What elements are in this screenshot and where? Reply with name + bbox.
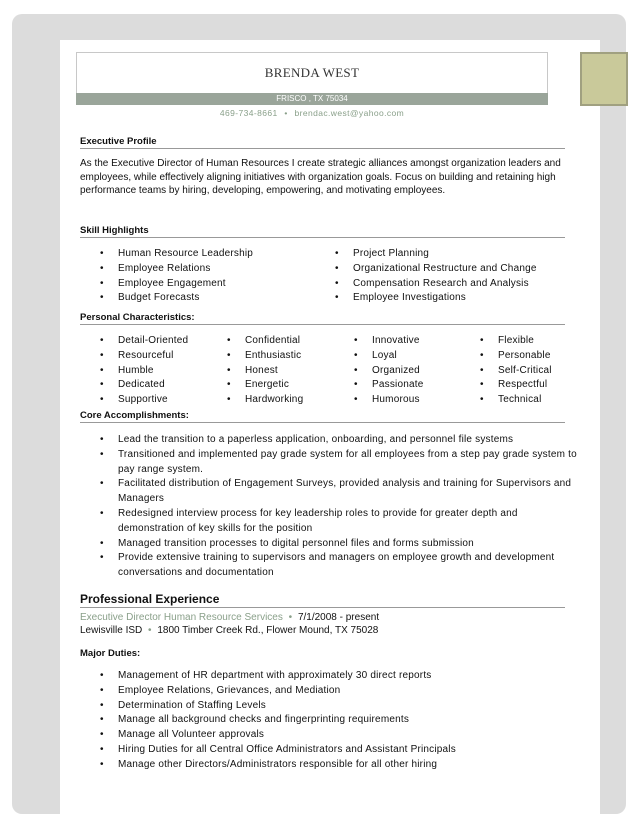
phone-text: 469-734-8661 bbox=[219, 108, 278, 118]
list-item: • Employee Relations, Grievances, and Mediation bbox=[80, 684, 580, 699]
list-item: • Determination of Staffing Levels bbox=[80, 699, 580, 714]
skills-left-list bbox=[80, 247, 330, 306]
list-item: • Manage other Directors/Administrators responsible for all other hiring bbox=[80, 758, 580, 773]
list-item: • Dedicated bbox=[80, 378, 215, 393]
location-bar bbox=[76, 93, 548, 105]
list-item: • Loyal bbox=[334, 349, 464, 364]
location-text: FRISCO , TX 75034 bbox=[276, 94, 348, 103]
list-item: • Detail-Oriented bbox=[80, 334, 215, 349]
job-location-line bbox=[80, 625, 565, 636]
employer-name: Lewisville ISD bbox=[80, 625, 143, 636]
skill-highlights-heading: Skill Highlights bbox=[80, 225, 565, 238]
professional-experience-heading: Professional Experience bbox=[80, 592, 565, 608]
duties-list bbox=[80, 669, 580, 773]
list-item: • Confidential bbox=[207, 334, 337, 349]
list-item: • Enthusiastic bbox=[207, 349, 337, 364]
job-role: Executive Director Human Resource Services bbox=[80, 612, 283, 623]
contact-separator: • bbox=[284, 108, 288, 118]
list-item: • Organized bbox=[334, 364, 464, 379]
characteristics-col2 bbox=[207, 334, 337, 408]
job-title-line bbox=[80, 612, 565, 623]
list-item: • Employee Relations bbox=[80, 262, 330, 277]
characteristics-col3 bbox=[334, 334, 464, 408]
list-item: • Self-Critical bbox=[460, 364, 580, 379]
list-item: • Transitioned and implemented pay grade system for all employees from a step pay grade system to pay range system. bbox=[80, 448, 580, 478]
characteristics-col1 bbox=[80, 334, 215, 408]
accent-square bbox=[580, 52, 628, 106]
list-item: • Provide extensive training to supervisors and managers on employee growth and development conversations and documentation bbox=[80, 551, 580, 581]
list-item: • Budget Forecasts bbox=[80, 291, 330, 306]
list-item: • Project Planning bbox=[315, 247, 575, 262]
list-item: • Facilitated distribution of Engagement Surveys, provided analysis and training for Supervisors and Managers bbox=[80, 477, 580, 507]
list-item: • Technical bbox=[460, 393, 580, 408]
list-item: • Supportive bbox=[80, 393, 215, 408]
skills-right-list bbox=[315, 247, 575, 306]
list-item: • Passionate bbox=[334, 378, 464, 393]
list-item: • Redesigned interview process for key leadership roles to provide for greater depth and demonstration of key skills for the position bbox=[80, 507, 580, 537]
list-item: • Managed transition processes to digital personnel files and forms submission bbox=[80, 537, 580, 552]
list-item: • Respectful bbox=[460, 378, 580, 393]
list-item: • Management of HR department with approximately 30 direct reports bbox=[80, 669, 580, 684]
list-item: • Manage all background checks and fingerprinting requirements bbox=[80, 713, 580, 728]
list-item: • Organizational Restructure and Change bbox=[315, 262, 575, 277]
email-text: brendac.west@yahoo.com bbox=[294, 108, 405, 118]
list-item: • Employee Engagement bbox=[80, 277, 330, 292]
executive-profile-text: As the Executive Director of Human Resources I create strategic alliances amongst organization leaders and employees, while effectively aligning initiatives with organization goals. Focus on building and retaining high performance teams by hiring, developing, empowering, and motivating employees. bbox=[80, 158, 561, 196]
list-item: • Energetic bbox=[207, 378, 337, 393]
major-duties-heading: Major Duties: bbox=[80, 648, 141, 659]
list-item: • Hardworking bbox=[207, 393, 337, 408]
name-header-box bbox=[76, 52, 548, 93]
executive-profile-heading: Executive Profile bbox=[80, 136, 565, 149]
job-separator: • bbox=[288, 612, 293, 623]
employer-address: 1800 Timber Creek Rd., Flower Mound, TX 75028 bbox=[157, 625, 379, 636]
job-dates: 7/1/2008 - present bbox=[297, 612, 380, 623]
location-separator: • bbox=[148, 625, 152, 636]
list-item: • Compensation Research and Analysis bbox=[315, 277, 575, 292]
list-item: • Personable bbox=[460, 349, 580, 364]
list-item: • Manage all Volunteer approvals bbox=[80, 728, 580, 743]
candidate-name: BRENDA WEST bbox=[264, 65, 360, 80]
list-item: • Employee Investigations bbox=[315, 291, 575, 306]
contact-line bbox=[76, 108, 548, 118]
list-item: • Human Resource Leadership bbox=[80, 247, 330, 262]
accomplishments-list bbox=[80, 433, 580, 581]
list-item: • Hiring Duties for all Central Office Administrators and Assistant Principals bbox=[80, 743, 580, 758]
characteristics-col4 bbox=[460, 334, 580, 408]
list-item: • Humble bbox=[80, 364, 215, 379]
core-accomplishments-heading: Core Accomplishments: bbox=[80, 410, 565, 423]
personal-characteristics-heading: Personal Characteristics: bbox=[80, 312, 565, 325]
list-item: • Flexible bbox=[460, 334, 580, 349]
list-item: • Honest bbox=[207, 364, 337, 379]
list-item: • Lead the transition to a paperless application, onboarding, and personnel file systems bbox=[80, 433, 580, 448]
list-item: • Innovative bbox=[334, 334, 464, 349]
list-item: • Humorous bbox=[334, 393, 464, 408]
list-item: • Resourceful bbox=[80, 349, 215, 364]
